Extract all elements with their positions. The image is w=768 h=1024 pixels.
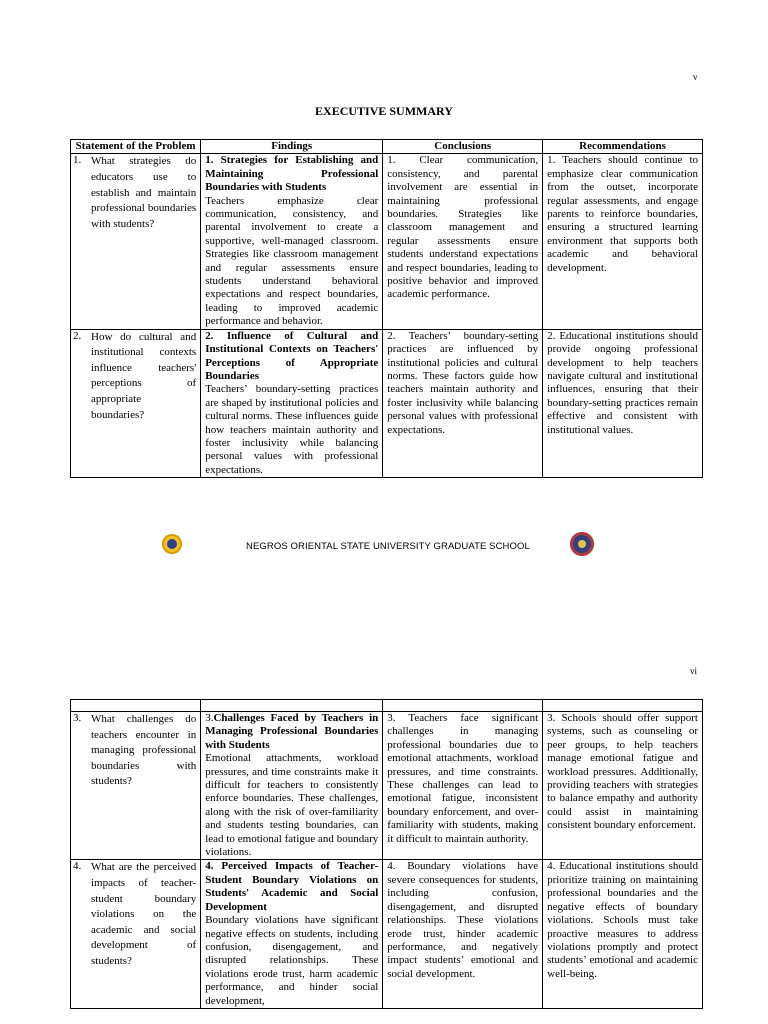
recommendation-cell: 2. Educational institutions should provide ongoing professional development to help teachers navigate cultural and institutional influences, ensuring that their boundary-setting practices remain effective and consistent with institutional values. — [543, 329, 703, 477]
table-row — [71, 154, 703, 329]
page-title: EXECUTIVE SUMMARY — [315, 104, 453, 118]
problem-cell — [71, 860, 201, 1008]
recommendation-cell: 4. Educational institutions should prioritize training on maintaining professional boundaries and the negative effects of boundary violations. Schools must take proactive measures to address violations promptly and protect students’ emotional and academic well-being. — [543, 860, 703, 1008]
executive-summary-table-continued — [70, 699, 703, 1009]
header-recommendations: Recommendations — [543, 140, 703, 154]
finding-body: Teachers emphasize clear communication, consistency, and parental involvement to create a supportive, well-managed classroom. Strategies like classroom management and regular assessments ensure students understand behavioral expectations and respect boundaries, leading to improved academic performance and behavior. — [205, 194, 379, 328]
findings-cell — [201, 712, 383, 860]
conclusion-cell: 2. Teachers’ boundary-setting practices are influenced by institutional policies and cultural norms. These factors guide how teachers maintain authority and foster inclusivity while balancing personal values with professional expectations. — [383, 329, 543, 477]
header-problem: Statement of the Problem — [71, 140, 201, 154]
finding-body: Boundary violations have significant negative effects on students, including confusion, disengagement, and disrupted relationships. These violations erode trust, harm academic performance, and hinder social development, — [205, 914, 379, 1007]
findings-cell — [201, 860, 383, 1008]
finding-number: 3. — [205, 712, 214, 724]
problem-text: What challenges do teachers encounter in managing professional boundaries with students? — [91, 713, 197, 788]
problem-cell — [71, 712, 201, 860]
problem-cell — [71, 329, 201, 477]
findings-cell — [201, 329, 383, 477]
problem-text: What are the perceived impacts of teacher-student boundary violations on the academic and social development of students? — [91, 861, 197, 968]
problem-number: 1. — [73, 154, 82, 167]
table-row — [71, 860, 703, 1008]
finding-body: Emotional attachments, workload pressures, and time constraints make it difficult for teachers to consistently enforce boundaries. These challenges, along with the risk of over-familiarity and students testing boundaries, can lead to emotional fatigue and boundary violations. — [205, 752, 379, 859]
finding-title-text: Challenges Faced by Teachers in Managing Professional Boundaries with Students — [205, 712, 379, 751]
header-findings: Findings — [201, 140, 383, 154]
problem-number: 4. — [73, 860, 82, 873]
table-header-row — [71, 140, 703, 154]
empty-header-row — [71, 700, 703, 712]
finding-body: Teachers’ boundary-setting practices are shaped by institutional policies and cultural norms. These influences guide how teachers maintain authority and foster inclusivity while balancing personal values with professional expectations. — [205, 383, 379, 476]
conclusion-cell: 3. Teachers face significant challenges in managing professional boundaries due to emotional attachments, workload pressures, and time constraints. These challenges can lead to emotional fatigue, inconsistent boundary enforcement, and over-familiarity with students, making it difficult to maintain authority. — [383, 712, 543, 860]
problem-text: What strategies do educators use to establish and maintain professional boundaries with students? — [91, 155, 197, 230]
conclusion-cell: 1. Clear communication, consistency, and parental involvement are essential in maintaining professional boundaries. Strategies like classroom management and regular assessments ensure students understand expectations and respect boundaries, leading to positive behavior and improved academic performance. — [383, 154, 543, 329]
page-footer — [160, 532, 610, 560]
table-row — [71, 712, 703, 860]
recommendation-cell: 3. Schools should offer support systems, such as counseling or peer groups, to help teachers manage emotional fatigue and workload pressures. Additionally, providing teachers with strategies to balance empathy and authority could assist in maintaining consistent boundary enforcement. — [543, 712, 703, 860]
university-seal-icon — [162, 534, 182, 554]
page-number: vi — [690, 666, 698, 676]
finding-title-text: 4. Perceived Impacts of Teacher-Student Boundary Violations on Students' Academic and Social Development — [205, 860, 379, 913]
problem-number: 2. — [73, 329, 82, 342]
finding-title — [205, 860, 378, 914]
executive-summary-table — [70, 139, 703, 478]
problem-text: How do cultural and institutional contexts influence teachers' perceptions of appropriate boundaries? — [91, 330, 197, 421]
problem-cell — [71, 154, 201, 329]
conclusion-cell: 4. Boundary violations have severe consequences for students, including confusion, disengagement, and disrupted relationships. These violations erode trust, hinder academic performance, and negatively impact students’ emotional and social development. — [383, 860, 543, 1008]
page-number: v — [693, 72, 698, 82]
footer-university-name: NEGROS ORIENTAL STATE UNIVERSITY GRADUATE SCHOOL — [246, 541, 530, 552]
problem-number: 3. — [73, 712, 82, 724]
finding-title: 1. Strategies for Establishing and Maintaining Professional Boundaries with Students — [205, 154, 379, 194]
header-conclusions: Conclusions — [383, 140, 543, 154]
graduate-school-seal-icon — [570, 532, 594, 556]
recommendation-cell: 1. Teachers should continue to emphasize clear communication from the outset, incorporate regular assessments, and engage parents to reinforce boundaries, ensuring a structured learning environment that supports both academic and behavioral development. — [543, 154, 703, 329]
findings-cell — [201, 154, 383, 329]
finding-title: 2. Influence of Cultural and Institutional Contexts on Teachers' Perceptions of Appropriate Boundaries — [205, 329, 379, 382]
finding-title — [205, 712, 378, 752]
table-row — [71, 329, 703, 477]
